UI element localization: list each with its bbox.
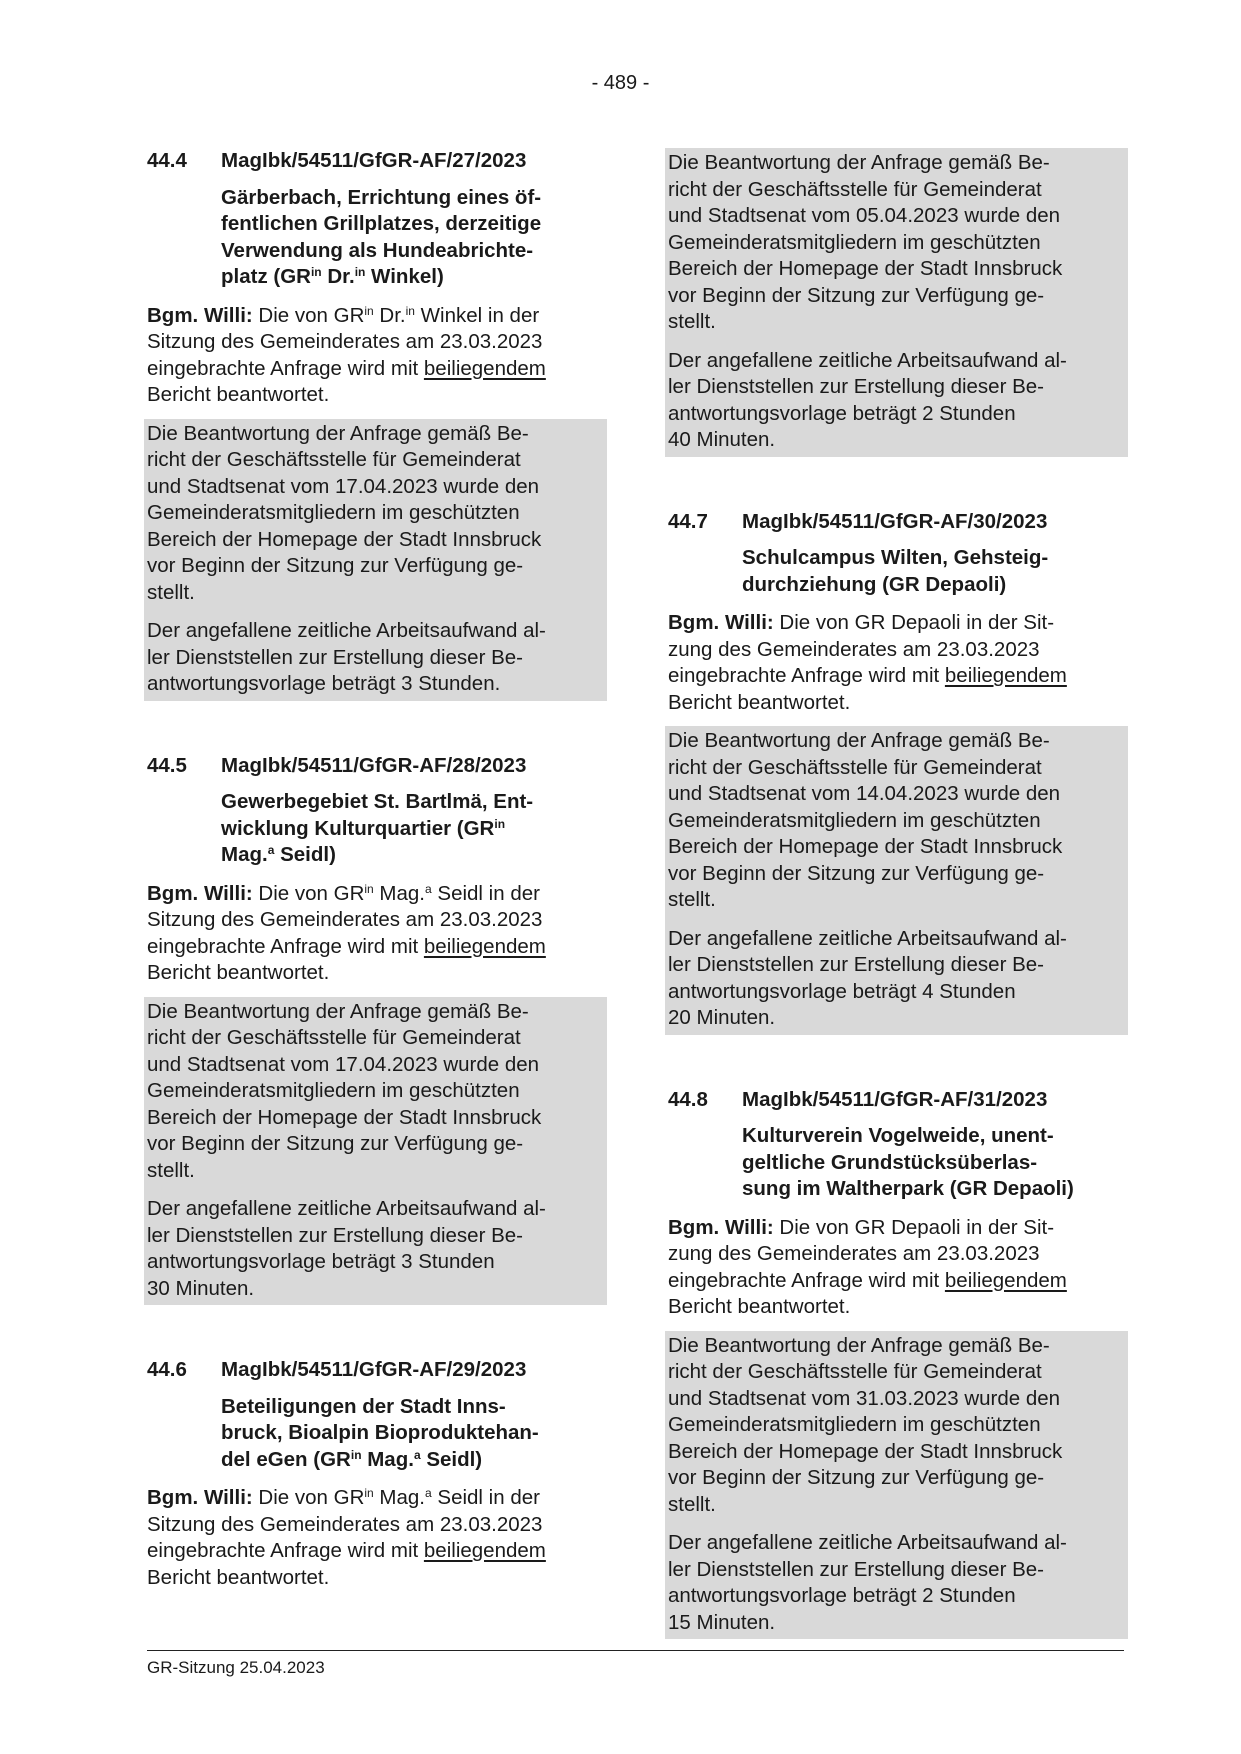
answer-paragraph: Bgm. Willi: Die von $GR^{in}$ Mag.$^a$ Seidl in der Sitzung des Gemeinderates am 23.03.2023 eingebrachte Anfrage wird mit beiliegendem Bericht beantwortet. xyxy=(147,1486,546,1589)
answer-paragraph: Bgm. Willi: Die von GR Depaoli in der Sit- zung des Gemeinderates am 23.03.2023 eingebrachte Anfrage wird mit beiliegendem Bericht beantwortet. xyxy=(668,1215,1067,1318)
section-subject: Beteiligungen der Stadt Inns- bruck, Bioalpin Bioproduktehan- del eGen ($GR^{in}$ Mag.$^a$ Seidl) xyxy=(221,1394,539,1471)
section-44-7 xyxy=(668,509,1124,1035)
answer-paragraph: Bgm. Willi: Die von $GR^{in}$ Dr.$^{in}$ Winkel in der Sitzung des Gemeinderates am 23.03.2023 eingebrachte Anfrage wird mit beiliegendem Bericht beantwortet. xyxy=(147,303,546,406)
right-column xyxy=(668,148,1124,1639)
section-44-5 xyxy=(147,753,603,1306)
section-subject: Gärberbach, Errichtung eines öf- fentlichen Grillplatzes, derzeitige Verwendung als Hundeabrichte- platz ($GR^{in}$ Dr.$^{in}$ Winkel) xyxy=(221,185,542,288)
section-44-8 xyxy=(668,1087,1124,1640)
speaker-label: Bgm. Willi: xyxy=(668,1215,774,1239)
section-code: MagIbk/54511/GfGR-AF/29/2023 xyxy=(221,1358,527,1381)
attachment-link: beiliegendem xyxy=(423,934,546,958)
page-number: - 489 - xyxy=(591,72,650,94)
info-box-44-6 xyxy=(665,148,1128,457)
section-subject: Gewerbegebiet St. Bartlmä, Ent- wicklung Kulturquartier ($GR^{in}$ Mag.$^a$ Seidl) xyxy=(221,790,534,866)
section-number: 44.8 xyxy=(668,1087,708,1111)
footer-divider xyxy=(147,1650,1124,1651)
speaker-label: Bgm. Willi: xyxy=(147,1486,253,1509)
section-44-6 xyxy=(147,1357,603,1591)
attachment-link: beiliegendem xyxy=(944,1268,1067,1292)
box-paragraph-effort: Der angefallene zeitliche Arbeitsaufwand al- ler Dienststellen zur Erstellung dieser Be- antwortungsvorlage beträgt 3 Stunden. xyxy=(147,619,546,695)
section-number: 44.6 xyxy=(147,1358,187,1381)
section-number: 44.4 xyxy=(147,149,187,172)
box-paragraph-effort: Der angefallene zeitliche Arbeitsaufwand al- ler Dienststellen zur Erstellung dieser Be- antwortungsvorlage beträgt 2 Stunden 40 Minuten. xyxy=(668,348,1067,451)
answer-paragraph: Bgm. Willi: Die von $GR^{in}$ Mag.$^a$ Seidl in der Sitzung des Gemeinderates am 23.03.2023 eingebrachte Anfrage wird mit beiliegendem Bericht beantwortet. xyxy=(147,881,546,984)
section-heading xyxy=(147,148,603,175)
info-box xyxy=(665,726,1128,1035)
left-column xyxy=(147,148,603,1601)
section-number: 44.5 xyxy=(147,753,187,777)
box-paragraph-publication: Die Beantwortung der Anfrage gemäß Be- richt der Geschäftsstelle für Gemeinderat und Stadtsenat vom 31.03.2023 wurde den Gemeinderatsmitgliedern im geschützten Bereich der Homepage der Stadt Innsbruck vor Beginn der Sitzung zur Verfügung ge- stellt. xyxy=(668,1333,1063,1516)
info-box xyxy=(144,997,607,1306)
section-code: MagIbk/54511/GfGR-AF/30/2023 xyxy=(742,509,1048,533)
box-paragraph-effort: Der angefallene zeitliche Arbeitsaufwand al- ler Dienststellen zur Erstellung dieser Be- antwortungsvorlage beträgt 4 Stunden 20 Minuten. xyxy=(668,926,1067,1029)
box-paragraph-publication: Die Beantwortung der Anfrage gemäß Be- richt der Geschäftsstelle für Gemeinderat und Stadtsenat vom 14.04.2023 wurde den Gemeinderatsmitgliedern im geschützten Bereich der Homepage der Stadt Innsbruck vor Beginn der Sitzung zur Verfügung ge- stellt. xyxy=(668,729,1063,911)
section-heading xyxy=(147,1357,603,1384)
section-code: MagIbk/54511/GfGR-AF/27/2023 xyxy=(221,149,527,172)
section-number: 44.7 xyxy=(668,509,708,533)
speaker-label: Bgm. Willi: xyxy=(147,303,253,327)
section-heading xyxy=(668,509,1124,536)
info-box xyxy=(144,419,607,701)
attachment-link: beiliegendem xyxy=(944,664,1067,687)
section-44-4 xyxy=(147,148,603,701)
answer-paragraph: Bgm. Willi: Die von GR Depaoli in der Sit- zung des Gemeinderates am 23.03.2023 eingebrachte Anfrage wird mit beiliegendem Bericht beantwortet. xyxy=(668,611,1067,714)
section-subject: Kulturverein Vogelweide, unent- geltliche Grundstücksüberlas- sung im Waltherpark (GR Depaoli) xyxy=(742,1124,1074,1200)
speaker-label: Bgm. Willi: xyxy=(668,611,774,634)
section-code: MagIbk/54511/GfGR-AF/28/2023 xyxy=(221,753,527,777)
speaker-label: Bgm. Willi: xyxy=(147,881,253,905)
footer-text: GR-Sitzung 25.04.2023 xyxy=(147,1658,325,1677)
info-box xyxy=(665,1331,1128,1640)
section-heading xyxy=(147,753,603,780)
box-paragraph-publication: Die Beantwortung der Anfrage gemäß Be- richt der Geschäftsstelle für Gemeinderat und Stadtsenat vom 17.04.2023 wurde den Gemeinderatsmitgliedern im geschützten Bereich der Homepage der Stadt Innsbruck vor Beginn der Sitzung zur Verfügung ge- stellt. xyxy=(147,999,542,1182)
section-heading xyxy=(668,1087,1124,1114)
box-paragraph-effort: Der angefallene zeitliche Arbeitsaufwand al- ler Dienststellen zur Erstellung dieser Be- antwortungsvorlage beträgt 2 Stunden 15 Minuten. xyxy=(668,1531,1067,1634)
section-code: MagIbk/54511/GfGR-AF/31/2023 xyxy=(742,1087,1048,1111)
box-paragraph-effort: Der angefallene zeitliche Arbeitsaufwand al- ler Dienststellen zur Erstellung dieser Be- antwortungsvorlage beträgt 3 Stunden 30 Minuten. xyxy=(147,1197,546,1300)
box-paragraph-publication: Die Beantwortung der Anfrage gemäß Be- richt der Geschäftsstelle für Gemeinderat und Stadtsenat vom 17.04.2023 wurde den Gemeinderatsmitgliedern im geschützten Bereich der Homepage der Stadt Innsbruck vor Beginn der Sitzung zur Verfügung ge- stellt. xyxy=(147,421,542,604)
box-paragraph-publication: Die Beantwortung der Anfrage gemäß Be- richt der Geschäftsstelle für Gemeinderat und Stadtsenat vom 05.04.2023 wurde den Gemeinderatsmitgliedern im geschützten Bereich der Homepage der Stadt Innsbruck vor Beginn der Sitzung zur Verfügung ge- stellt. xyxy=(668,151,1063,333)
section-subject: Schulcampus Wilten, Gehsteig- durchziehung (GR Depaoli) xyxy=(742,546,1049,596)
attachment-link: beiliegendem xyxy=(423,356,546,380)
attachment-link: beiliegendem xyxy=(423,1539,546,1562)
